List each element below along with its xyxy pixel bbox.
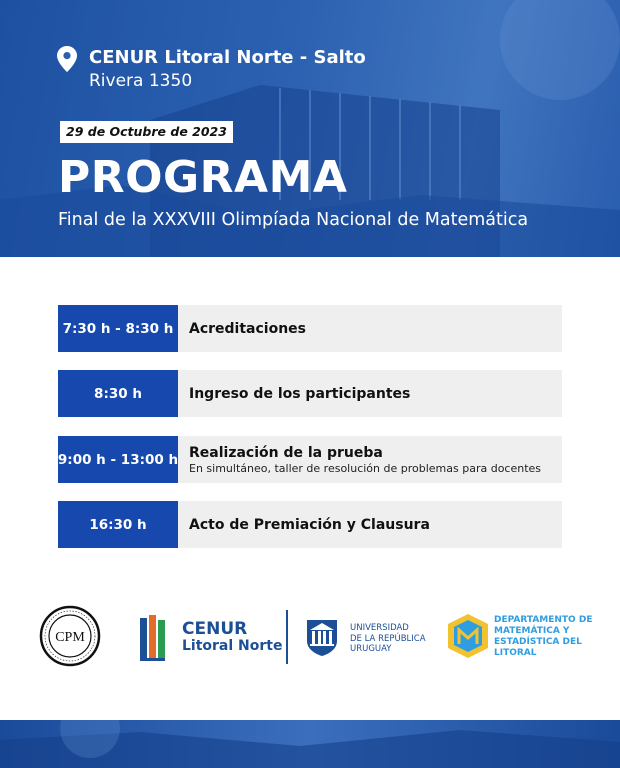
location-address: Rivera 1350 bbox=[89, 71, 193, 91]
dmel-line: ESTADÍSTICA DEL bbox=[494, 637, 582, 647]
schedule-time: 7:30 h - 8:30 h bbox=[58, 305, 178, 352]
dmel-line: LITORAL bbox=[494, 648, 537, 658]
dmel-name bbox=[494, 615, 592, 659]
page-title: PROGRAMA bbox=[58, 152, 348, 203]
footer-banner bbox=[0, 720, 620, 768]
schedule-activity bbox=[178, 305, 562, 352]
location-pin-icon bbox=[57, 46, 77, 72]
dmel-logo-mark bbox=[446, 612, 490, 660]
location-name: CENUR Litoral Norte - Salto bbox=[89, 47, 366, 68]
activity-label: Acto de Premiación y Clausura bbox=[189, 516, 430, 533]
udelar-name bbox=[350, 623, 426, 655]
udelar-logo-mark bbox=[304, 617, 340, 657]
udelar-line: URUGUAY bbox=[350, 644, 392, 654]
svg-text:CPM: CPM bbox=[55, 630, 85, 645]
cpm-seal-logo bbox=[39, 605, 101, 667]
cenur-title: CENUR bbox=[182, 619, 248, 639]
schedule-time: 8:30 h bbox=[58, 370, 178, 417]
schedule-row bbox=[58, 370, 562, 417]
udelar-line: DE LA REPÚBLICA bbox=[350, 633, 426, 644]
schedule-time: 9:00 h - 13:00 h bbox=[58, 436, 178, 483]
schedule-activity bbox=[178, 501, 562, 548]
schedule-row bbox=[58, 501, 562, 548]
logo-divider bbox=[286, 610, 288, 664]
schedule-activity bbox=[178, 370, 562, 417]
hero-banner bbox=[0, 0, 620, 257]
page-subtitle: Final de la XXXVIII Olimpíada Nacional de Matemática bbox=[58, 210, 529, 230]
dmel-line: MATEMÁTICA Y bbox=[494, 626, 570, 636]
activity-note: En simultáneo, taller de resolución de problemas para docentes bbox=[189, 461, 542, 475]
sponsor-logos bbox=[0, 600, 620, 675]
activity-label: Ingreso de los participantes bbox=[189, 385, 411, 402]
schedule-row bbox=[58, 305, 562, 352]
schedule-list bbox=[58, 305, 562, 566]
activity-label: Realización de la prueba bbox=[189, 444, 383, 461]
cenur-logo-mark bbox=[139, 614, 171, 662]
schedule-activity bbox=[178, 436, 562, 483]
activity-label: Acreditaciones bbox=[189, 320, 307, 337]
cenur-subtitle: Litoral Norte bbox=[182, 638, 283, 654]
schedule-row bbox=[58, 436, 562, 483]
footer-photo-background bbox=[0, 720, 620, 768]
schedule-time: 16:30 h bbox=[58, 501, 178, 548]
udelar-line: UNIVERSIDAD bbox=[350, 623, 409, 633]
date-badge: 29 de Octubre de 2023 bbox=[60, 121, 233, 143]
dmel-line: DEPARTAMENTO DE bbox=[494, 615, 593, 625]
